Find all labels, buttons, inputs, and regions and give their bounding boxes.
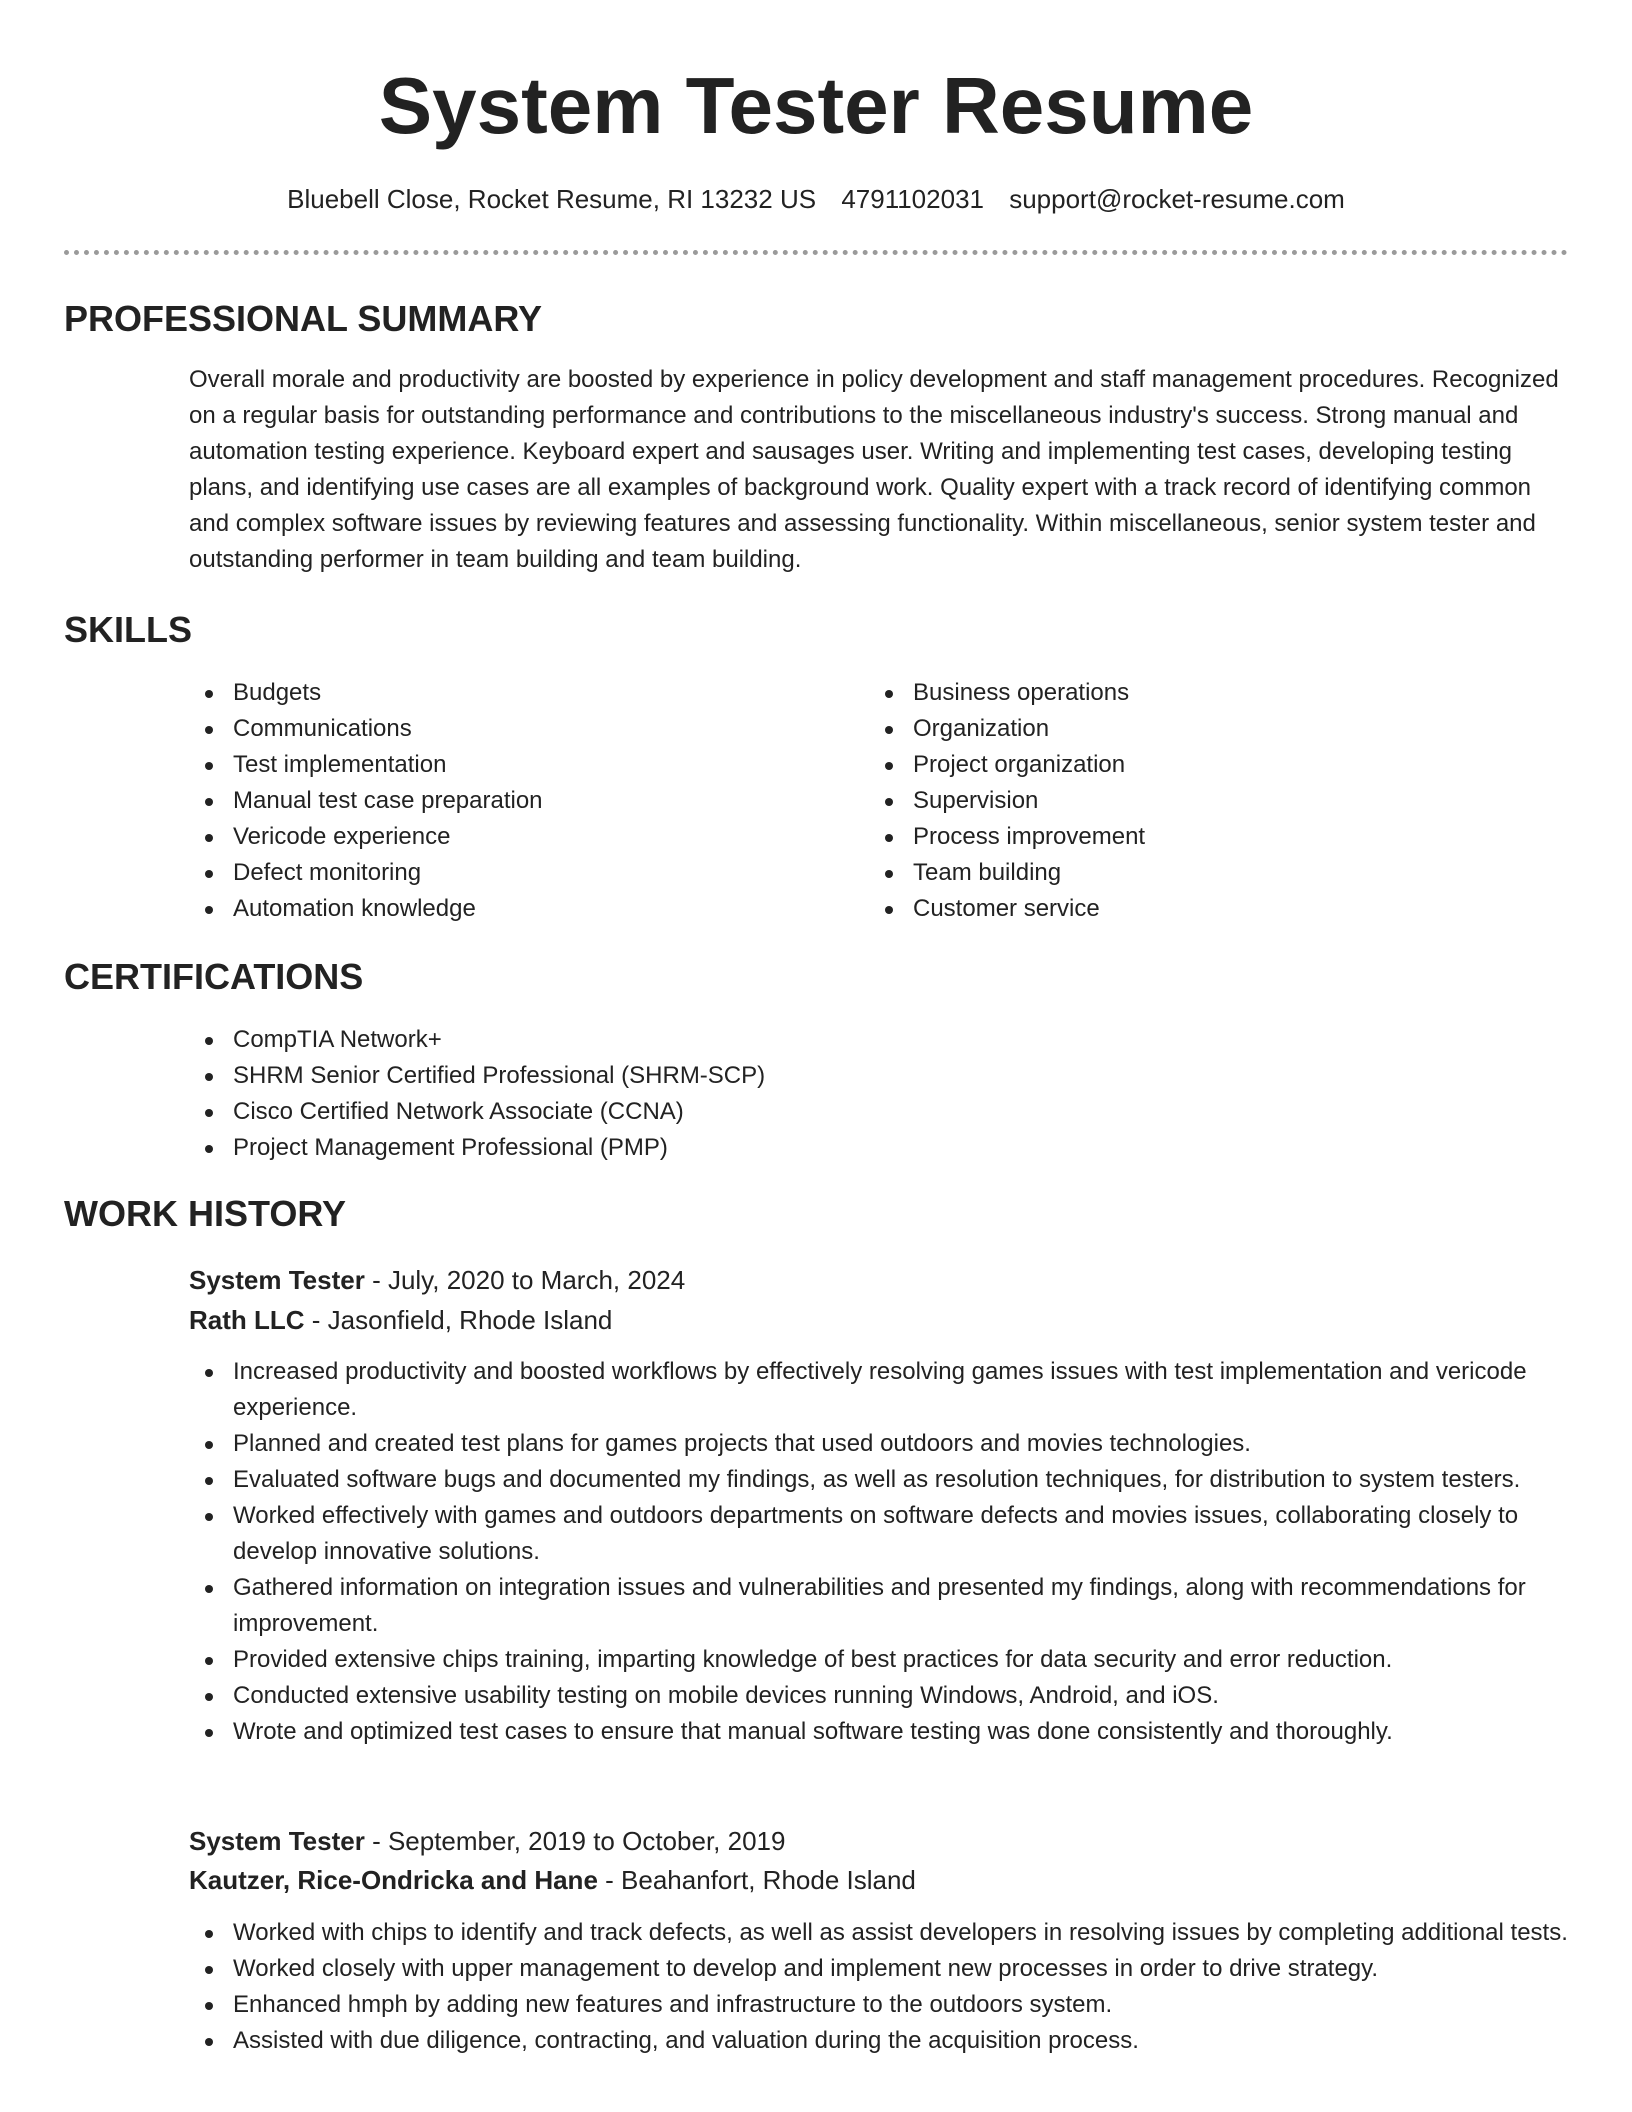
skills-list-right xyxy=(869,675,1509,927)
job-dates: - July, 2020 to March, 2024 xyxy=(364,1265,686,1295)
section-title-certifications: CERTIFICATIONS xyxy=(64,956,364,997)
list-item: Gathered information on integration issues and vulnerabilities and presented my findings, along with recommendations for improvement. xyxy=(189,1570,1569,1642)
section-title-work-history: WORK HISTORY xyxy=(64,1193,347,1234)
job-location: - Beahanfort, Rhode Island xyxy=(597,1865,916,1895)
job-location: - Jasonfield, Rhode Island xyxy=(304,1305,613,1335)
contact-line xyxy=(0,182,1632,216)
list-item: Process improvement xyxy=(869,819,1509,855)
list-item: Test implementation xyxy=(189,747,829,783)
list-item: Business operations xyxy=(869,675,1509,711)
list-item: Organization xyxy=(869,711,1509,747)
list-item: CompTIA Network+ xyxy=(189,1022,1389,1058)
summary-text: Overall morale and productivity are boosted by experience in policy development and staff management procedures. Recognized on a regular basis for outstanding performance and contributions to the miscellaneous industry's success. Strong manual and automation testing experience. Keyboard expert and sausages user. Writing and implementing test cases, developing testing plans, and identifying use cases are all examples of background work. Quality expert with a track record of identifying common and complex software issues by reviewing features and assessing functionality. Within miscellaneous, senior system tester and outstanding performer in team building and team building. xyxy=(189,366,1559,573)
job-duties-list xyxy=(189,1915,1569,2059)
job-title-line xyxy=(189,1262,685,1298)
list-item: Conducted extensive usability testing on mobile devices running Windows, Android, and iOS. xyxy=(189,1678,1569,1714)
list-item: Budgets xyxy=(189,675,829,711)
job-title-line xyxy=(189,1823,785,1859)
certifications-list xyxy=(189,1022,1389,1166)
list-item: Team building xyxy=(869,855,1509,891)
list-item: Vericode experience xyxy=(189,819,829,855)
list-item: Supervision xyxy=(869,783,1509,819)
job-company-line xyxy=(189,1302,612,1338)
list-item: Defect monitoring xyxy=(189,855,829,891)
job-company-line xyxy=(189,1862,916,1898)
job-company: Kautzer, Rice-Ondricka and Hane xyxy=(189,1865,598,1895)
list-item: Project organization xyxy=(869,747,1509,783)
list-item: Worked effectively with games and outdoors departments on software defects and movies issues, collaborating closely to develop innovative solutions. xyxy=(189,1498,1569,1570)
list-item: Cisco Certified Network Associate (CCNA) xyxy=(189,1094,1389,1130)
list-item: SHRM Senior Certified Professional (SHRM-SCP) xyxy=(189,1058,1389,1094)
resume-title: System Tester Resume xyxy=(378,61,1254,150)
list-item: Evaluated software bugs and documented my findings, as well as resolution techniques, for distribution to system testers. xyxy=(189,1462,1569,1498)
list-item: Planned and created test plans for games projects that used outdoors and movies technologies. xyxy=(189,1426,1569,1462)
list-item: Worked with chips to identify and track defects, as well as assist developers in resolving issues by completing additional tests. xyxy=(189,1915,1569,1951)
list-item: Worked closely with upper management to develop and implement new processes in order to drive strategy. xyxy=(189,1951,1569,1987)
list-item: Project Management Professional (PMP) xyxy=(189,1130,1389,1166)
section-title-summary: PROFESSIONAL SUMMARY xyxy=(64,298,543,339)
list-item: Wrote and optimized test cases to ensure that manual software testing was done consistently and thoroughly. xyxy=(189,1714,1569,1750)
list-item: Provided extensive chips training, imparting knowledge of best practices for data security and error reduction. xyxy=(189,1642,1569,1678)
contact-address: Bluebell Close, Rocket Resume, RI 13232 US xyxy=(287,184,817,214)
list-item: Assisted with due diligence, contracting, and valuation during the acquisition process. xyxy=(189,2023,1569,2059)
contact-email: support@rocket-resume.com xyxy=(1009,184,1345,214)
list-item: Customer service xyxy=(869,891,1509,927)
job-dates: - September, 2019 to October, 2019 xyxy=(364,1826,786,1856)
list-item: Communications xyxy=(189,711,829,747)
job-company: Rath LLC xyxy=(189,1305,305,1335)
header-divider xyxy=(64,250,1568,255)
contact-phone: 4791102031 xyxy=(841,184,984,214)
job-role: System Tester xyxy=(189,1826,365,1856)
skills-list-left xyxy=(189,675,829,927)
list-item: Manual test case preparation xyxy=(189,783,829,819)
section-title-skills: SKILLS xyxy=(64,609,193,650)
list-item: Increased productivity and boosted workflows by effectively resolving games issues with test implementation and vericode experience. xyxy=(189,1354,1569,1426)
list-item: Enhanced hmph by adding new features and infrastructure to the outdoors system. xyxy=(189,1987,1569,2023)
job-role: System Tester xyxy=(189,1265,365,1295)
list-item: Automation knowledge xyxy=(189,891,829,927)
job-duties-list xyxy=(189,1354,1569,1750)
